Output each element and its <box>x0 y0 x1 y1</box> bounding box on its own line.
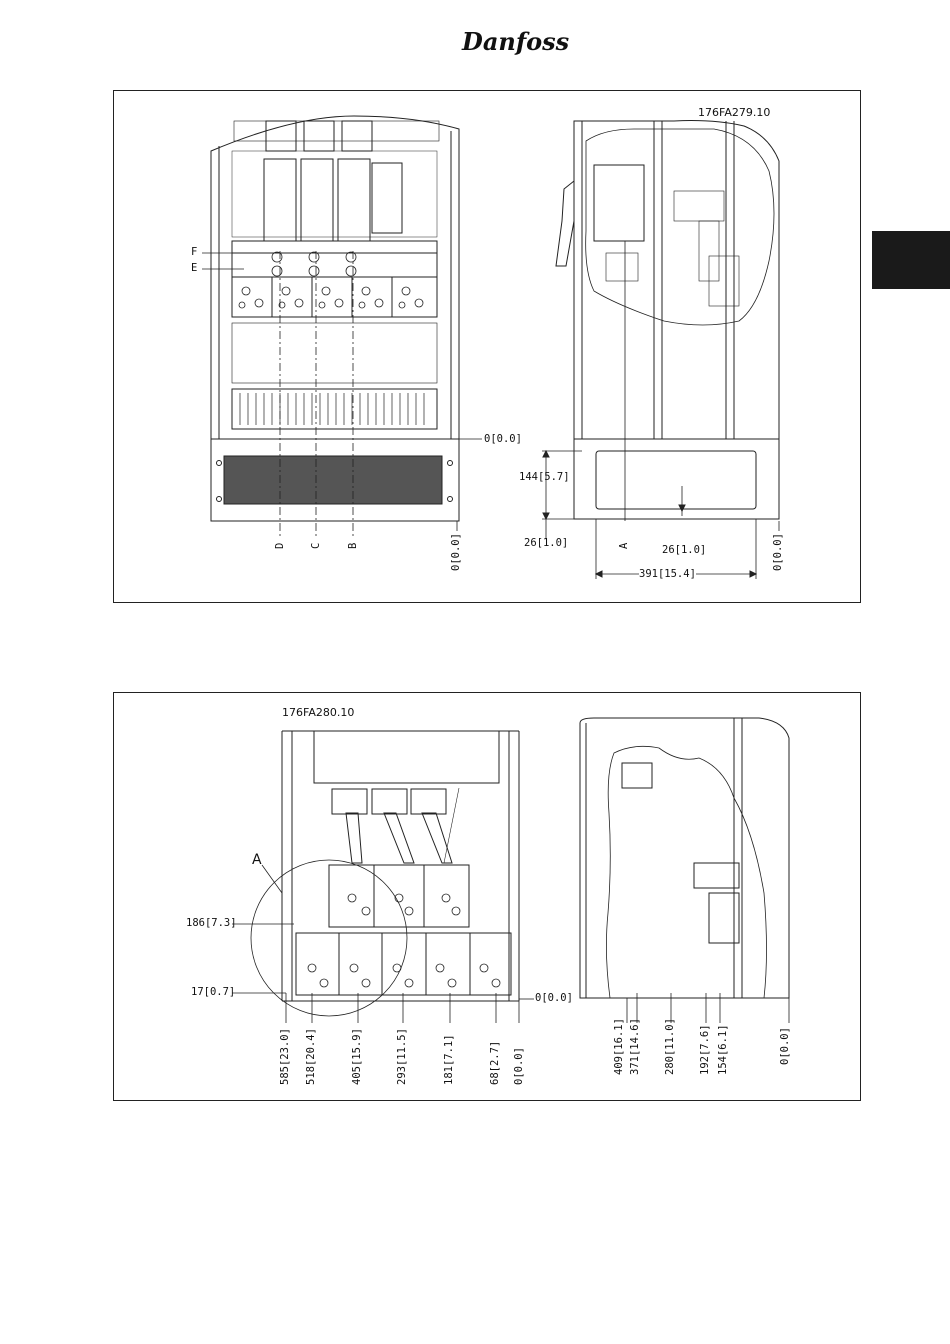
dim-front-293: 293[11.5] <box>396 1028 408 1085</box>
label-a: A <box>618 542 630 549</box>
drawing-code: 176FA279.10 <box>698 106 771 119</box>
danfoss-logo <box>458 22 570 62</box>
label-a-detail: A <box>252 852 262 868</box>
dim-front-181: 181[7.1] <box>443 1034 455 1085</box>
dim-391: 391[15.4] <box>639 568 696 580</box>
label-c: C <box>310 542 322 549</box>
drawing-front-side-view <box>114 91 860 602</box>
label-d: D <box>274 542 286 549</box>
dim-front-0: 0[0.0] <box>513 1047 525 1085</box>
label-b: B <box>347 542 359 549</box>
dim-side-192: 192[7.6] <box>699 1024 711 1075</box>
label-f: F <box>191 246 198 258</box>
dim-186: 186[7.3] <box>186 917 237 929</box>
dim-front-405: 405[15.9] <box>351 1028 363 1085</box>
dim-zero-horizontal: 0[0.0] <box>535 992 573 1004</box>
dim-144: 144[5.7] <box>519 471 570 483</box>
dim-front-518: 518[20.4] <box>305 1028 317 1085</box>
dim-26-inner: 26[1.0] <box>662 544 707 556</box>
chapter-tab <box>872 231 950 289</box>
dim-side-409: 409[16.1] <box>613 1018 625 1075</box>
dim-side-371: 371[14.6] <box>629 1018 641 1075</box>
dim-front-68: 68[2.7] <box>489 1040 501 1085</box>
dim-17: 17[0.7] <box>191 986 236 998</box>
drawing-code-2: 176FA280.10 <box>282 706 355 719</box>
dim-zero-front: 0[0.0] <box>450 533 462 571</box>
dim-side-280: 280[11.0] <box>664 1018 676 1075</box>
dim-26-left: 26[1.0] <box>524 537 569 549</box>
dim-zero-side: 0[0.0] <box>772 533 784 571</box>
dim-side-0: 0[0.0] <box>779 1027 791 1065</box>
figure-terminal-bottom-view <box>113 692 861 1101</box>
label-e: E <box>191 262 198 274</box>
figure-terminal-top-view <box>113 90 861 603</box>
dim-front-585: 585[23.0] <box>279 1028 291 1085</box>
drawing-front-side-view-2 <box>114 693 860 1100</box>
dim-zero-top: 0[0.0] <box>484 433 522 445</box>
dim-side-154: 154[6.1] <box>717 1024 729 1075</box>
logo-text: Danfoss <box>462 27 570 56</box>
